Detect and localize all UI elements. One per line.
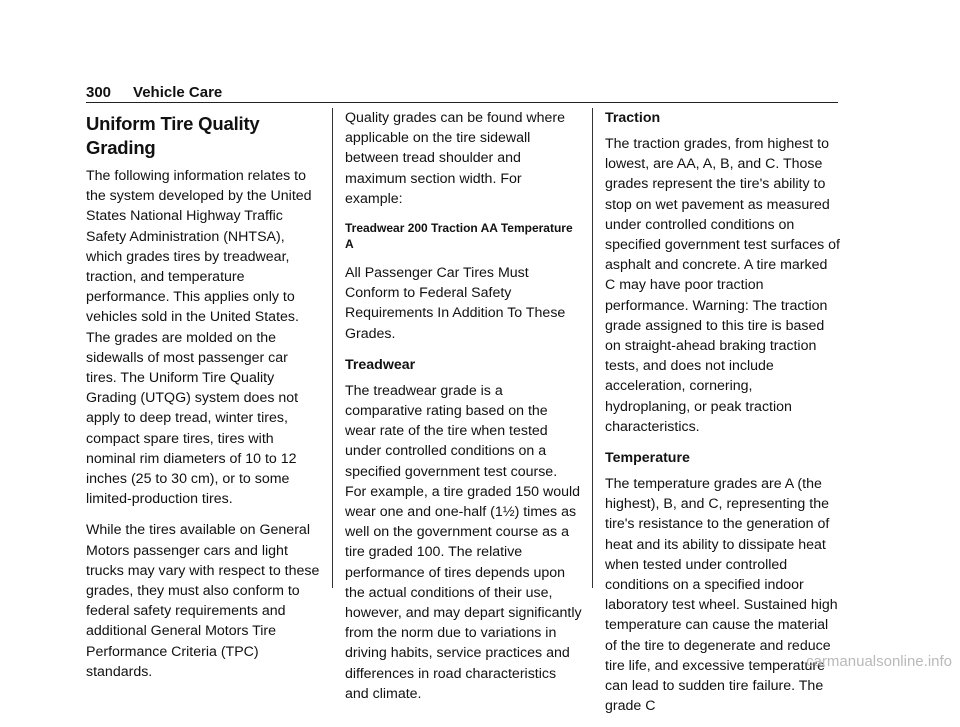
page-number: 300 xyxy=(86,84,112,101)
paragraph-utqg-intro: The following information relates to the system developed by the United States National Highway Traffic Safety Administration (NHTSA), which grades tires by treadwear, traction, and temperature performance. This applies only to vehicles sold in the United States. The grades are molded on the sidewalls of most passenger car tires. The Uniform Tire Quality Grading (UTQG) system does not apply to deep tread, winter tires, compact spare tires, tires with nominal rim diameters of 10 to 12 inches (25 to 30 cm), or to some limited-production tires. xyxy=(86,168,312,508)
paragraph-traction: The traction grades, from highest to lowest, are AA, A, B, and C. Those grades represent the tire's ability to stop on wet pavement as measured under controlled conditions on specified government test surfaces of asphalt and concrete. A tire marked C may have poor traction performance. Warning: The traction grade assigned to this tire is based on straight-ahead braking traction tests, and does not include acceleration, cornering, hydroplaning, or peak traction characteristics. xyxy=(605,136,841,435)
paragraph-temperature: The temperature grades are A (the highest), B, and C, representing the tire's resistance to the generation of heat and its ability to dissipate heat when tested under controlled conditions on a specified indoor laboratory test wheel. Sustained high temperature can cause the material of the tire to degenerate and reduce tire life, and excessive temperature can lead to sudden tire failure. The grade C xyxy=(605,476,838,715)
column-divider xyxy=(332,108,333,588)
subheading-treadwear: Treadwear xyxy=(345,356,416,373)
column-2 xyxy=(345,108,582,715)
watermark: carmanualsonline.info xyxy=(806,653,952,670)
section-title: Vehicle Care xyxy=(133,84,223,101)
grade-example: Treadwear 200 Traction AA Temperature A xyxy=(345,221,573,252)
column-1 xyxy=(86,108,322,693)
subheading-traction: Traction xyxy=(605,110,661,126)
subheading-temperature: Temperature xyxy=(605,450,690,467)
paragraph-federal-requirements: All Passenger Car Tires Must Conform to Federal Safety Requirements In Addition To These Grades. xyxy=(345,265,566,342)
paragraph-gm-tpc: While the tires available on General Motors passenger cars and light trucks may vary with respect to these grades, they must also conform to federal safety requirements and additional General Motors Tire Performance Criteria (TPC) standards. xyxy=(86,522,320,680)
section-heading: Uniform Tire Quality Grading xyxy=(86,113,260,158)
paragraph-quality-grades: Quality grades can be found where applicable on the tire sidewall between tread shoulder and maximum section width. For example: xyxy=(345,110,566,207)
header-rule xyxy=(86,102,838,103)
column-3 xyxy=(605,108,841,727)
column-divider xyxy=(592,108,593,588)
paragraph-treadwear: The treadwear grade is a comparative rating based on the wear rate of the tire when tested under controlled conditions on a specified government test course. For example, a tire graded 150 would wear one and one-half (1½) times as well on the government course as a tire graded 100. The relative performance of tires depends upon the actual conditions of their use, however, and may depart significantly from the norm due to variations in driving habits, service practices and differences in road characteristics and climate. xyxy=(345,382,582,702)
page-header xyxy=(86,84,838,101)
